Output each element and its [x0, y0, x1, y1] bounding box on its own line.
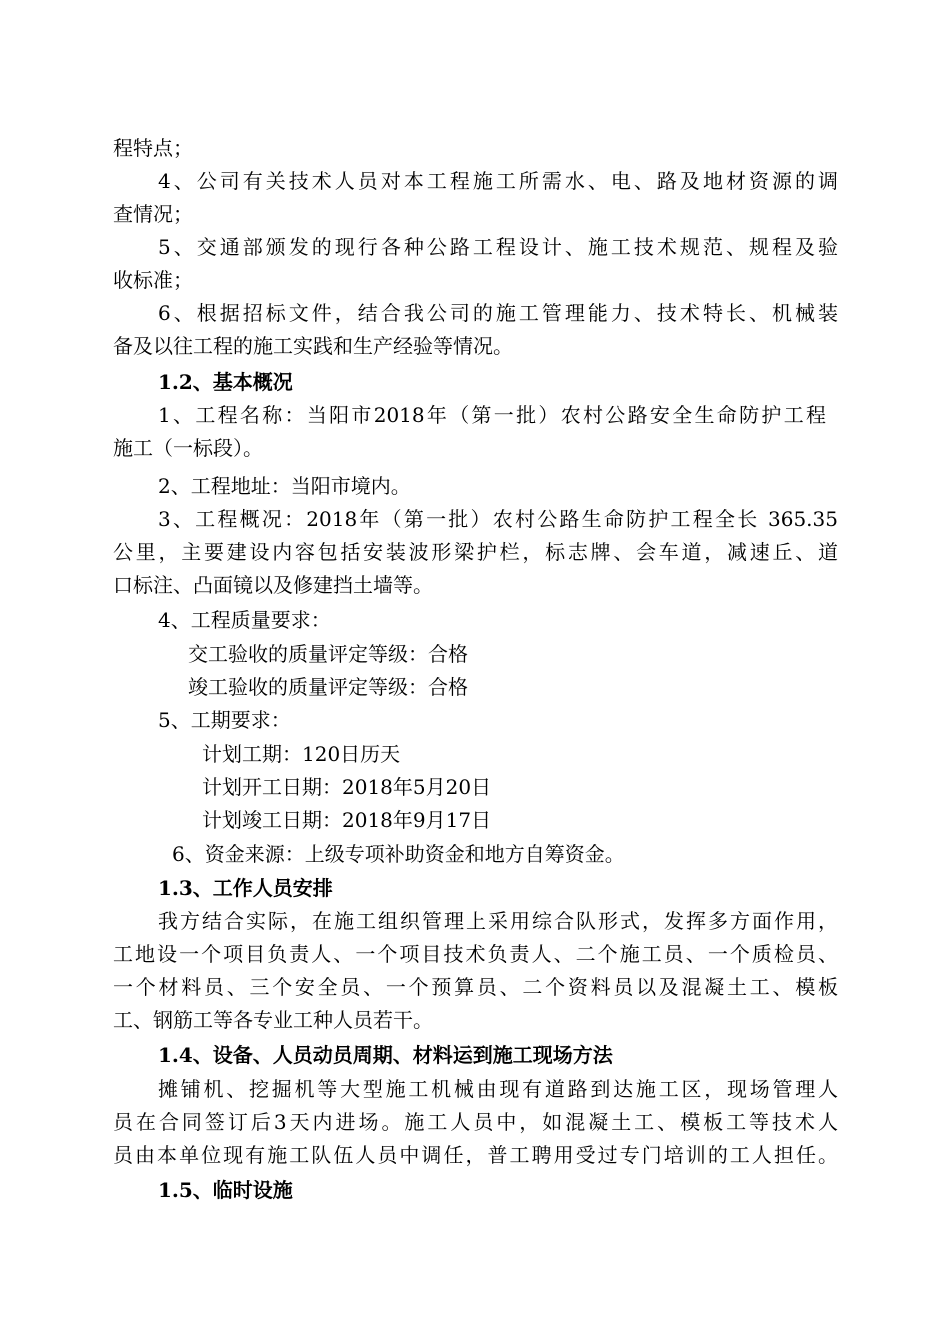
- paragraph-line: 工地设一个项目负责人、一个项目技术负责人、二个施工员、一个质检员、: [113, 942, 838, 966]
- paragraph-line: 计划竣工日期：2018年9月17日: [202, 808, 492, 832]
- paragraph-line: 公里，主要建设内容包括安装波形梁护栏，标志牌、会车道，减速丘、道: [113, 540, 838, 564]
- paragraph-line: 员由本单位现有施工队伍人员中调任，普工聘用受过专门培训的工人担任。: [113, 1143, 838, 1167]
- paragraph-line: 备及以往工程的施工实践和生产经验等情况。: [113, 334, 513, 358]
- paragraph-line: 竣工验收的质量评定等级：合格: [188, 675, 468, 699]
- paragraph-line: 工、钢筋工等各专业工种人员若干。: [113, 1008, 433, 1032]
- paragraph-line: 5、工期要求：: [158, 708, 291, 732]
- paragraph-line: 4、工程质量要求：: [158, 608, 331, 632]
- section-heading: 1.3、工作人员安排: [158, 876, 333, 900]
- paragraph-line: 6、根据招标文件，结合我公司的施工管理能力、技术特长、机械装: [158, 301, 838, 325]
- paragraph-line: 收标准；: [113, 268, 193, 292]
- paragraph-line: 计划开工日期：2018年5月20日: [202, 775, 492, 799]
- paragraph-line: 我方结合实际，在施工组织管理上采用综合队形式，发挥多方面作用，: [158, 909, 838, 933]
- section-heading: 1.5、临时设施: [158, 1178, 293, 1202]
- section-heading: 1.4、设备、人员动员周期、材料运到施工现场方法: [158, 1043, 613, 1067]
- paragraph-line: 摊铺机、挖掘机等大型施工机械由现有道路到达施工区，现场管理人: [158, 1077, 838, 1101]
- paragraph-line: 5、交通部颁发的现行各种公路工程设计、施工技术规范、规程及验: [158, 235, 838, 259]
- paragraph-line: 查情况；: [113, 202, 193, 226]
- section-heading: 1.2、基本概况: [158, 370, 293, 394]
- paragraph-line: 计划工期：120日历天: [202, 742, 401, 766]
- paragraph-line: 施工（一标段）。: [113, 436, 263, 460]
- paragraph-line: 一个材料员、三个安全员、一个预算员、二个资料员以及混凝土工、模板: [113, 975, 838, 999]
- paragraph-line: 1、工程名称：当阳市2018年（第一批）农村公路安全生命防护工程: [158, 403, 826, 427]
- paragraph-line: 4、公司有关技术人员对本工程施工所需水、电、路及地材资源的调: [158, 169, 838, 193]
- paragraph-line: 口标注、凸面镜以及修建挡土墙等。: [113, 573, 433, 597]
- paragraph-line: 6、资金来源：上级专项补助资金和地方自筹资金。: [172, 842, 625, 866]
- paragraph-line: 员在合同签订后3天内进场。施工人员中，如混凝土工、模板工等技术人: [113, 1110, 838, 1134]
- paragraph-line: 2、工程地址：当阳市境内。: [158, 474, 411, 498]
- paragraph-line: 交工验收的质量评定等级：合格: [188, 642, 468, 666]
- paragraph-line: 程特点；: [113, 136, 193, 160]
- paragraph-line: 3、工程概况：2018年（第一批）农村公路生命防护工程全长 365.35: [158, 507, 838, 531]
